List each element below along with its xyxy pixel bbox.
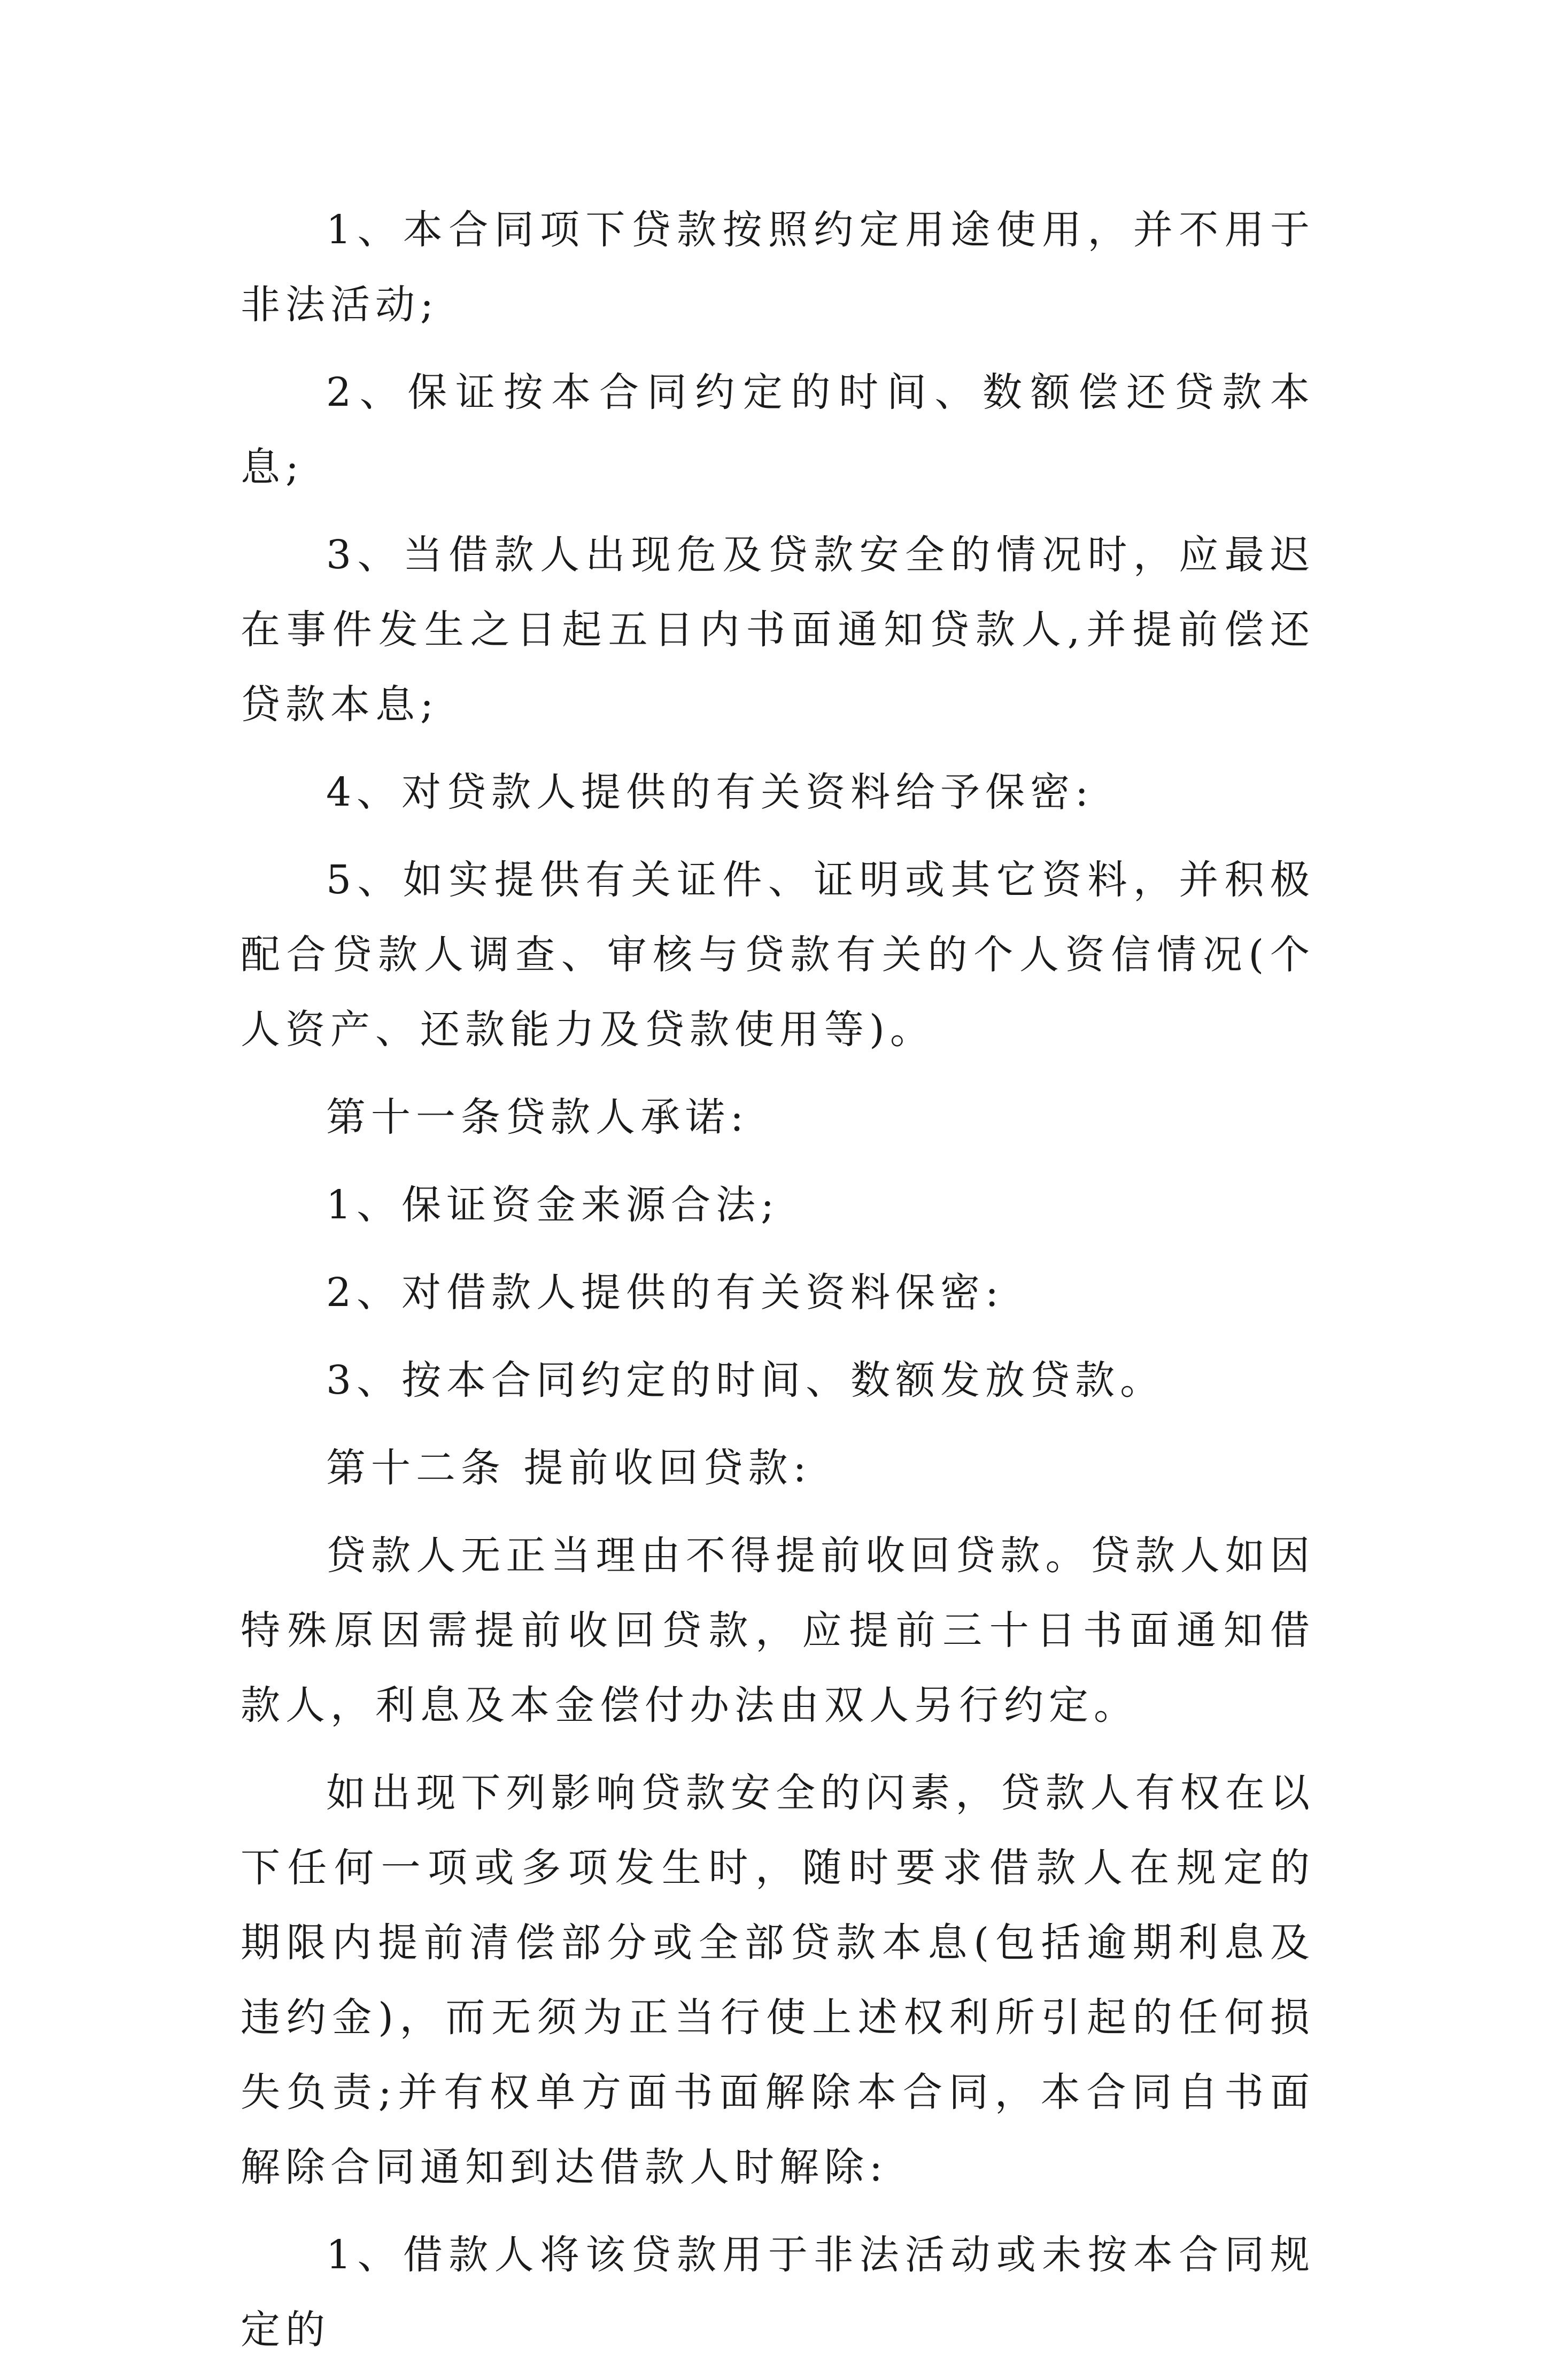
clause-borrower-item-5: 5、如实提供有关证件、证明或其它资料，并积极配合贷款人调查、审核与贷款有关的个人资信情况(个人资产、还款能力及贷款使用等)。 <box>241 857 1315 1053</box>
document-body <box>241 192 1315 2380</box>
recall-condition-item-1: 1、借款人将该贷款用于非法活动或未按本合同规定的 <box>241 2232 1315 2353</box>
clause-borrower-item-3: 3、当借款人出现危及贷款安全的情况时，应最迟在事件发生之日起五日内书面通知贷款人,并提前偿还贷款本息; <box>241 532 1315 728</box>
recall-conditions-paragraph: 如出现下列影响贷款安全的闪素，贷款人有权在以下任何一项或多项发生时，随时要求借款人在规定的期限内提前清偿部分或全部贷款本息(包括逾期利息及违约金)，而无须为正当行使上述权利所引起的任何损失负责;并有权单方面书面解除本合同，本合同自书面解除合同通知到达借款人时解除: <box>241 1770 1315 2190</box>
clause-borrower-item-1: 1、本合同项下贷款按照约定用途使用，并不用于非法活动; <box>241 207 1315 328</box>
article-12-heading: 第十二条 提前收回贷款: <box>326 1445 812 1491</box>
early-recall-paragraph: 贷款人无正当理由不得提前收回贷款。贷款人如因特殊原因需提前收回贷款，应提前三十日书面通知借款人，利息及本金偿付办法由双人另行约定。 <box>241 1533 1315 1728</box>
clause-lender-item-2: 2、对借款人提供的有关资料保密: <box>326 1270 1004 1316</box>
clause-lender-item-1: 1、保证资金来源合法; <box>326 1182 780 1228</box>
clause-borrower-item-2: 2、保证按本合同约定的时间、数额偿还贷款本息; <box>241 369 1315 490</box>
clause-borrower-item-4: 4、对贷款人提供的有关资料给予保密: <box>326 769 1094 815</box>
clause-lender-item-3: 3、按本合同约定的时间、数额发放贷款。 <box>326 1357 1165 1403</box>
article-11-heading: 第十一条贷款人承诺: <box>326 1094 749 1140</box>
